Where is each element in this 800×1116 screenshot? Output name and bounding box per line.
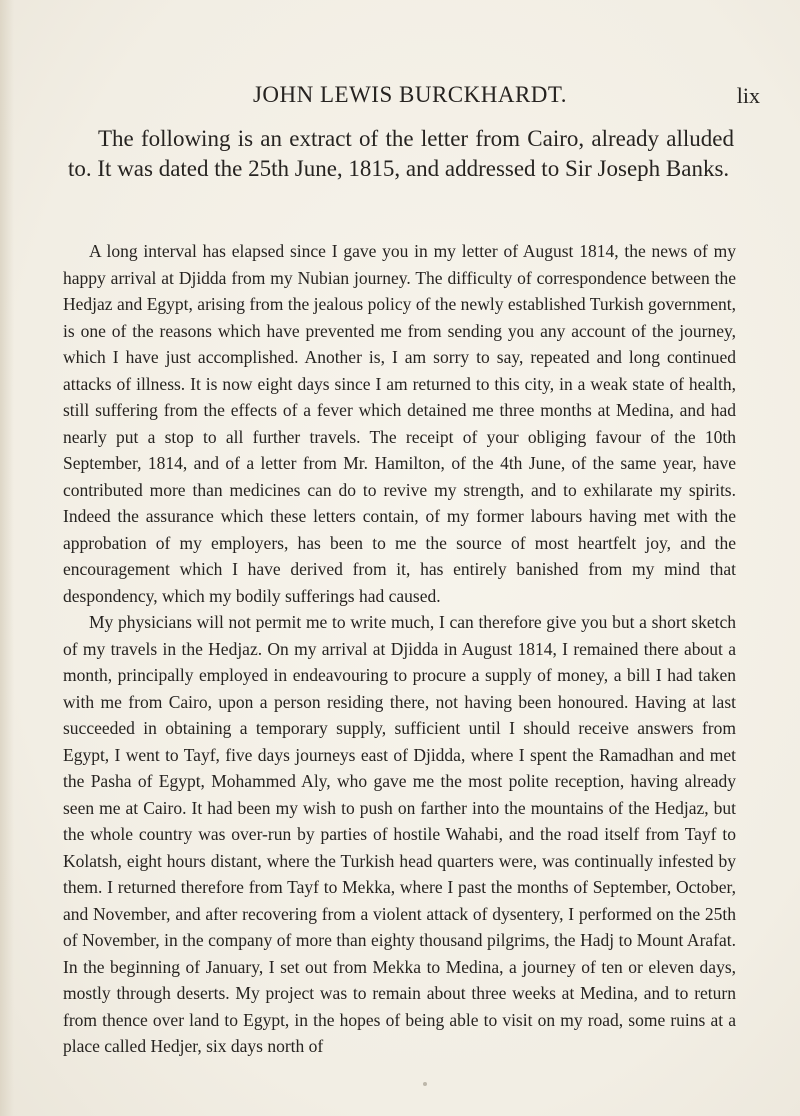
page-spine-shadow xyxy=(0,0,14,1116)
intro-paragraph: The following is an extract of the letter from Cairo, already alluded to. It was dated the 25th June, 1815, and addressed to Sir Joseph Banks. xyxy=(68,126,734,181)
letter-paragraph: A long interval has elapsed since I gave you in my letter of August 1814, the news of my happy arrival at Djidda from my Nubian journey. The difficulty of correspondence between the Hedjaz and Egypt, arising from the jealous policy of the newly established Turkish government, is one of the reasons which have prevented me from sending you any account of the journey, which I have just accomplished. Another is, I am sorry to say, repeated and long continued attacks of illness. It is now eight days since I am returned to this city, in a weak state of health, still suffering from the effects of a fever which detained me three months at Medina, and had nearly put a stop to all further travels. The receipt of your obliging favour of the 10th September, 1814, and of a letter from Mr. Hamilton, of the 4th June, of the same year, have contributed more than medicines can do to revive my strength, and to exhilarate my spirits. Indeed the assurance which these letters contain, of my former labours having met with the approbation of my employers, has been to me the source of most heartfelt joy, and the encouragement which I have derived from it, has entirely banished from my mind that despondency, which my bodily sufferings had caused. xyxy=(63,241,736,606)
running-head-title: JOHN LEWIS BURCKHARDT. xyxy=(252,82,568,107)
paper-spot xyxy=(423,1082,427,1086)
letter-paragraph: My physicians will not permit me to write much, I can therefore give you but a short sketch of my travels in the Hedjaz. On my arrival at Djidda in August 1814, I remained there about a month, principally employed in endeavouring to procure a supply of money, a bill I had taken with me from Cairo, upon a person residing there, not having been honoured. Having at last succeeded in obtaining a temporary supply, sufficient until I should receive answers from Egypt, I went to Tayf, five days journeys east of Djidda, where I spent the Ramadhan and met the Pasha of Egypt, Mohammed Aly, who gave me the most polite reception, having already seen me at Cairo. It had been my wish to push on farther into the mountains of the Hedjaz, but the whole country was over-run by parties of hostile Wahabi, and the road itself from Tayf to Kolatsh, eight hours distant, where the Turkish head quarters were, was continually infested by them. I returned therefore from Tayf to Mekka, where I past the months of September, October, and November, and after recovering from a violent attack of dysentery, I performed on the 25th of November, in the company of more than eighty thousand pilgrims, the Hadj to Mount Arafat. In the beginning of January, I set out from Mekka to Medina, a journey of ten or eleven days, mostly through deserts. My project was to remain about three weeks at Medina, and to return from thence over land to Egypt, in the hopes of being able to visit on my road, some ruins at a place called Hedjer, six days north of xyxy=(63,612,736,1056)
letter-extract xyxy=(63,238,736,1060)
page-number: lix xyxy=(736,83,760,108)
running-head xyxy=(60,82,760,112)
